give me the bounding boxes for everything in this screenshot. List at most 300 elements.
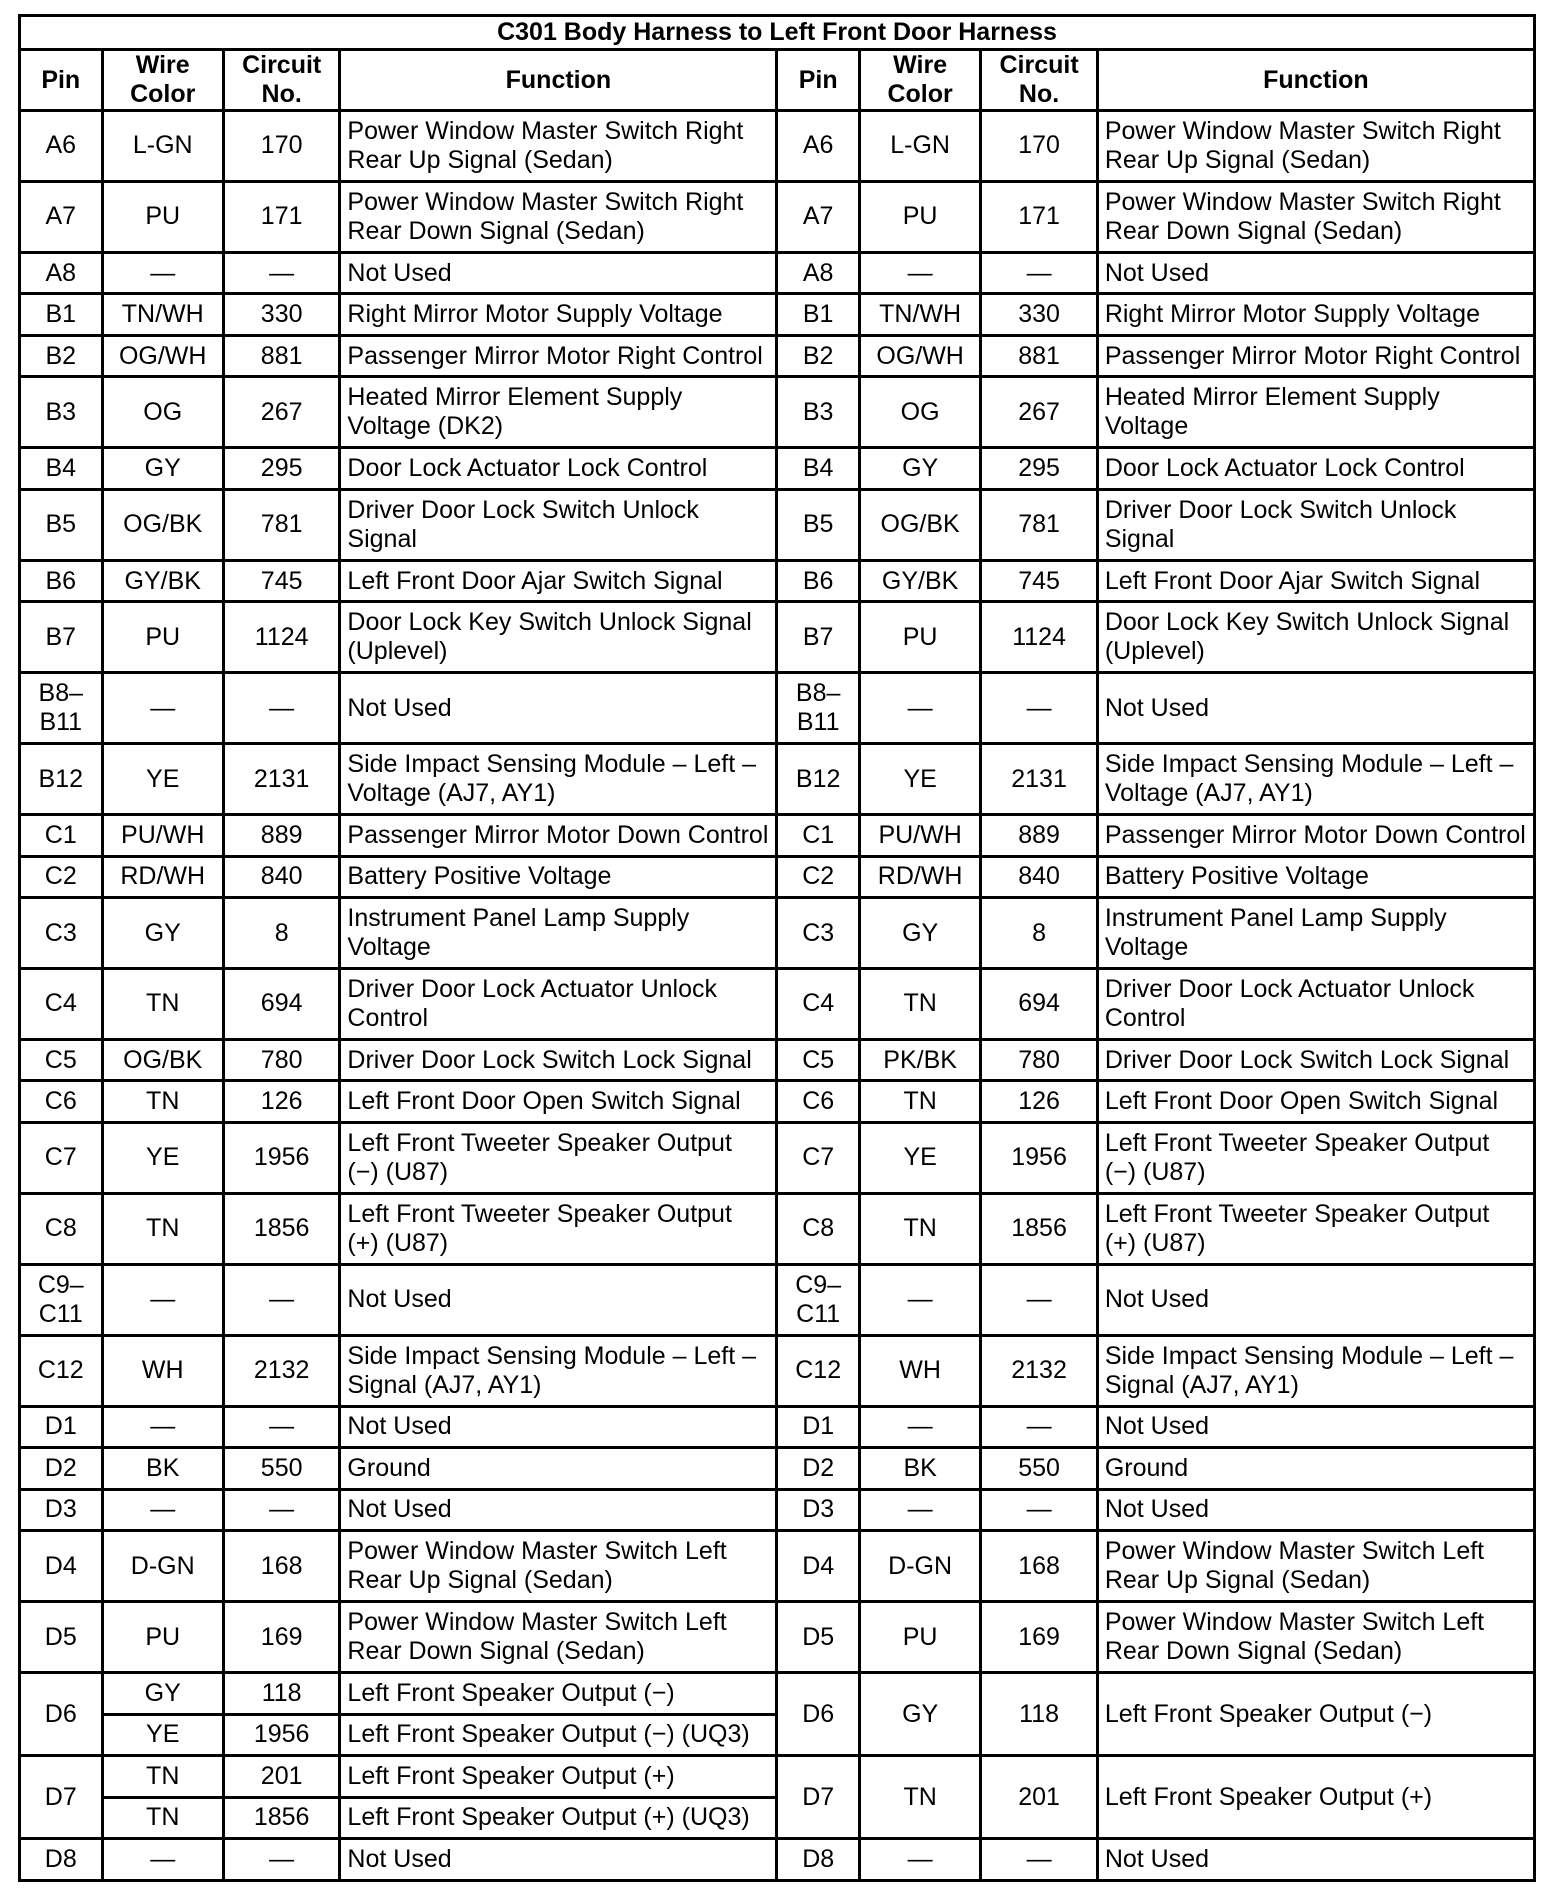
circuit-cell-text: 2132 [1011,1356,1067,1385]
function-cell [340,1081,777,1123]
circuit-cell-text: — [1026,1495,1052,1524]
function-cell-text: Side Impact Sensing Module – Left – [347,1341,757,1370]
circuit-cell [223,489,340,560]
circuit-cell [981,1122,1098,1193]
wire-color-cell [102,1448,223,1490]
circuit-cell-text: 168 [260,1551,303,1580]
wire-color-cell-text: — [907,1495,933,1524]
table-row [20,602,1535,673]
circuit-cell [981,856,1098,898]
function-cell [1097,968,1534,1039]
circuit-cell-text: — [1026,1845,1052,1874]
function-cell-text: Left Front Speaker Output (+) [1104,1782,1433,1811]
pin-cell [777,1672,860,1755]
wire-color-cell [102,252,223,294]
wire-color-cell-text: PU/WH [878,820,962,849]
circuit-cell [981,1602,1098,1673]
circuit-cell [981,1839,1098,1881]
circuit-cell-text: 1124 [254,622,309,651]
function-cell [1097,111,1534,182]
function-cell [340,335,777,377]
pin-cell-text: C9– [37,1270,84,1299]
table-row [20,673,1535,744]
circuit-cell [223,1531,340,1602]
wire-color-cell [102,1531,223,1602]
function-cell-text: Ground [1104,1453,1189,1482]
wire-color-cell-text: OG/BK [123,1045,203,1074]
wire-color-cell [102,489,223,560]
table-row [20,1081,1535,1123]
function-cell [340,1448,777,1490]
function-cell-text: Left Front Speaker Output (−) (UQ3) [347,1720,750,1749]
function-cell-text: Side Impact Sensing Module – Left – [347,750,757,779]
pin-cell [777,448,860,490]
wire-color-cell [102,898,223,969]
wire-color-cell [102,294,223,336]
wire-color-cell [859,1406,980,1448]
function-cell-text: Left Front Door Ajar Switch Signal [347,566,723,595]
pin-cell [777,815,860,857]
pin-cell-text: B6 [802,566,834,595]
circuit-cell [981,968,1098,1039]
function-cell [1097,1039,1534,1081]
pin-cell-text: B7 [45,622,77,651]
circuit-cell [981,252,1098,294]
function-cell-text: Driver Door Lock Switch Lock Signal [347,1045,752,1074]
wire-color-cell-text: L-GN [132,131,193,160]
function-cell-text: Left Front Tweeter Speaker Output [1104,1199,1490,1228]
wire-color-cell [859,1264,980,1335]
wire-color-cell-text: GY [902,1699,939,1728]
pin-cell [20,1335,103,1406]
function-cell-text: Battery Positive Voltage [347,862,612,891]
circuit-cell [981,1489,1098,1531]
pin-cell-text: C9– [795,1270,842,1299]
wire-color-cell [102,1672,223,1714]
pin-cell-text: C3 [44,918,77,947]
circuit-cell [223,1335,340,1406]
function-cell [1097,744,1534,815]
circuit-cell-text: 267 [260,397,303,426]
circuit-cell-text: 745 [260,566,303,595]
function-cell [1097,1406,1534,1448]
circuit-cell [223,1714,340,1756]
function-cell-text: Left Front Speaker Output (+) [347,1761,675,1790]
circuit-cell-text: 2132 [253,1356,310,1385]
function-cell-text: Door Lock Actuator Lock Control [347,454,708,483]
circuit-cell-text: 780 [1018,1045,1060,1074]
circuit-cell [223,856,340,898]
pin-cell-text: B2 [45,341,77,370]
function-cell-text: Power Window Master Switch Left [1104,1608,1485,1637]
circuit-cell-text: 1956 [253,1143,310,1172]
wire-color-cell [102,1406,223,1448]
circuit-cell [223,1756,340,1798]
function-cell-text: Not Used [1104,1845,1210,1874]
pin-cell-text: C4 [44,989,77,1018]
function-cell [340,1714,777,1756]
function-cell [340,489,777,560]
pin-cell [20,1839,103,1881]
function-cell-text: Power Window Master Switch Right [1104,187,1501,216]
circuit-cell [223,1602,340,1673]
circuit-cell-text: 8 [274,918,289,947]
pin-cell-text: B5 [45,510,77,539]
wire-color-cell-text: RD/WH [120,862,206,891]
circuit-cell [981,1406,1098,1448]
function-cell [1097,1264,1534,1335]
wire-color-cell-text: PU [902,1622,938,1651]
circuit-cell [223,335,340,377]
wire-color-cell [102,1489,223,1531]
function-cell-text: Left Front Door Open Switch Signal [347,1087,741,1116]
circuit-cell [223,560,340,602]
function-cell [1097,1193,1534,1264]
wire-color-cell [102,1264,223,1335]
pin-cell [20,815,103,857]
pin-cell-text: B3 [45,397,77,426]
pin-cell [20,1264,103,1335]
wire-color-cell [859,602,980,673]
function-cell-text: Voltage (AJ7, AY1) [347,779,556,808]
circuit-cell [223,1797,340,1839]
function-cell [1097,252,1534,294]
function-cell-text: Signal [347,524,417,553]
wire-color-cell-text: WH [899,1356,941,1385]
pin-cell-text: D8 [802,1845,835,1874]
pin-cell-text: D5 [802,1622,835,1651]
wire-color-cell [102,560,223,602]
function-cell-text: Not Used [1104,1412,1210,1441]
function-cell-text: Ground [347,1453,431,1482]
circuit-cell-text: 694 [1018,989,1060,1018]
wire-color-cell-text: OG/WH [118,341,207,370]
circuit-cell-text: 118 [261,1678,302,1707]
pin-cell [20,898,103,969]
pin-cell [20,560,103,602]
function-cell [340,1039,777,1081]
circuit-cell [981,1264,1098,1335]
table-row [20,1602,1535,1673]
table-row [20,1039,1535,1081]
wire-color-cell [859,1081,980,1123]
wire-color-cell [859,815,980,857]
pin-cell [20,294,103,336]
pin-cell [20,673,103,744]
function-cell [1097,560,1534,602]
function-cell-text: Voltage (DK2) [347,412,504,441]
circuit-cell-text: — [269,1495,295,1524]
wire-color-cell-text: GY [902,454,939,483]
function-cell [340,294,777,336]
circuit-cell [223,815,340,857]
function-cell-text: Rear Up Signal (Sedan) [1104,1566,1371,1595]
pin-cell [20,1602,103,1673]
wire-color-cell [859,111,980,182]
pin-cell-text: C6 [802,1087,835,1116]
pin-cell [777,489,860,560]
wire-color-cell-text: — [150,1495,176,1524]
pin-cell-text: D7 [44,1782,77,1811]
function-cell-text: Voltage [1104,412,1189,441]
wire-color-cell-text: — [907,1285,933,1314]
function-cell [340,815,777,857]
pin-cell [777,252,860,294]
pin-cell-text: B8– [795,679,841,708]
table-row [20,377,1535,448]
circuit-cell-text: 881 [260,341,303,370]
function-cell-text: Driver Door Lock Actuator Unlock [347,974,718,1003]
wire-color-cell-text: GY/BK [881,566,959,595]
circuit-cell [981,294,1098,336]
pin-cell-text: D4 [802,1551,835,1580]
function-cell-text: Not Used [1104,258,1210,287]
wire-color-cell [102,1193,223,1264]
wire-color-cell-text: TN [903,989,937,1018]
circuit-cell [223,1489,340,1531]
circuit-cell-text: 1124 [1012,622,1066,651]
wire-color-cell-text: — [150,1285,176,1314]
wire-color-cell [859,1489,980,1531]
pin-cell-text: A8 [802,258,834,287]
circuit-cell [981,1531,1098,1602]
table-row [20,560,1535,602]
circuit-cell [223,602,340,673]
wire-color-cell-text: YE [903,764,937,793]
table-row [20,1531,1535,1602]
right-header-circuit-no-text: No. [1018,80,1060,108]
left-header-circuit-no-text: Circuit [242,51,322,79]
circuit-cell [981,377,1098,448]
function-cell-text: Door Lock Actuator Lock Control [1104,454,1465,483]
left-header-function [340,50,777,111]
wire-color-cell-text: WH [141,1356,184,1385]
right-header-wire-color-text: Wire [893,51,948,79]
function-cell [1097,1081,1534,1123]
circuit-cell-text: 295 [1018,454,1060,483]
function-cell-text: Voltage [1104,933,1189,962]
function-cell-text: Control [347,1003,429,1032]
table-row [20,815,1535,857]
pin-cell [777,602,860,673]
table-row [20,252,1535,294]
function-cell-text: Right Mirror Motor Supply Voltage [347,300,723,329]
wire-color-cell [102,1602,223,1673]
pin-cell [20,1039,103,1081]
function-cell [340,1756,777,1798]
wire-color-cell-text: — [907,1845,933,1874]
pin-cell [20,335,103,377]
function-cell-text: Voltage [347,933,431,962]
circuit-cell-text: 126 [260,1087,303,1116]
pin-cell [777,744,860,815]
pin-cell-text: B11 [796,708,840,737]
right-header-pin-text: Pin [798,65,838,94]
pin-cell-text: A6 [45,131,77,160]
pin-cell-text: D3 [44,1495,77,1524]
function-cell-text: Rear Down Signal (Sedan) [347,1637,645,1666]
function-cell-text: Control [1104,1003,1186,1032]
function-cell [1097,294,1534,336]
function-cell-text: Not Used [1104,1495,1210,1524]
pin-cell-text: A7 [802,202,834,231]
left-header-pin [20,50,103,111]
pin-cell [777,856,860,898]
circuit-cell-text: 781 [260,510,303,539]
wire-color-cell [859,1448,980,1490]
wire-color-cell [859,1756,980,1839]
table-row [20,1193,1535,1264]
function-cell-text: (+) (U87) [1104,1228,1206,1257]
pin-cell-text: D2 [802,1453,835,1482]
pin-cell [777,1531,860,1602]
circuit-cell [981,815,1098,857]
function-cell [340,560,777,602]
circuit-cell-text: — [269,693,295,722]
function-cell-text: Not Used [1104,693,1210,722]
function-cell-text: Rear Down Signal (Sedan) [1104,1637,1403,1666]
pin-cell [777,181,860,252]
function-cell [1097,856,1534,898]
pin-cell-text: D5 [44,1622,77,1651]
table-row [20,111,1535,182]
wire-color-cell-text: GY/BK [124,566,201,595]
circuit-cell [223,1264,340,1335]
pin-cell [20,1122,103,1193]
left-header-wire-color-text: Color [130,80,196,108]
left-header-wire-color [102,50,223,111]
circuit-cell-text: 2131 [253,764,310,793]
table-row [20,1335,1535,1406]
function-cell-text: Rear Up Signal (Sedan) [1104,145,1371,174]
function-cell-text: Not Used [347,1845,452,1874]
function-cell-text: Heated Mirror Element Supply [1104,383,1440,412]
pin-cell [777,1406,860,1448]
pin-cell-text: D4 [44,1551,77,1580]
circuit-cell-text: — [269,258,295,287]
circuit-cell-text: 694 [260,989,303,1018]
wire-color-cell [102,1797,223,1839]
wire-color-cell [102,1039,223,1081]
circuit-cell [981,1081,1098,1123]
pin-cell-text: C12 [795,1356,842,1385]
wire-color-cell-text: TN [903,1782,937,1811]
function-cell-text: Not Used [347,1285,452,1314]
pin-cell-text: B12 [38,764,83,793]
function-cell-text: Not Used [347,1495,452,1524]
circuit-cell [981,335,1098,377]
circuit-cell [223,673,340,744]
circuit-cell-text: 781 [1018,510,1060,539]
pin-cell [777,1193,860,1264]
wire-color-cell-text: GY [902,918,939,947]
function-cell [1097,815,1534,857]
circuit-cell [981,1039,1098,1081]
table-row [20,181,1535,252]
circuit-cell [223,294,340,336]
pin-cell-text: C2 [44,862,77,891]
table-row [20,1448,1535,1490]
circuit-cell-text: 8 [1032,918,1047,947]
table-row [20,1122,1535,1193]
wire-color-cell-text: YE [146,764,180,793]
pin-cell-text: D2 [44,1453,77,1482]
left-header-pin-text: Pin [41,65,81,94]
function-cell-text: Signal (AJ7, AY1) [1104,1370,1299,1399]
pin-cell [20,1531,103,1602]
wire-color-cell-text: — [907,1412,933,1441]
wire-color-cell [102,448,223,490]
pin-cell [20,744,103,815]
circuit-cell-text: 330 [260,300,303,329]
function-cell-text: Not Used [1104,1285,1210,1314]
circuit-cell [223,252,340,294]
circuit-cell-text: 295 [260,454,303,483]
pin-cell-text: C4 [802,989,835,1018]
pin-cell-text: C11 [38,1299,83,1328]
wire-color-cell [859,335,980,377]
function-cell [1097,1672,1534,1755]
wire-color-cell-text: — [907,258,933,287]
function-cell-text: Driver Door Lock Actuator Unlock [1104,974,1475,1003]
circuit-cell-text: — [1026,1412,1052,1441]
function-cell [340,1122,777,1193]
wire-color-cell-text: TN [146,1214,180,1243]
function-cell [1097,489,1534,560]
function-cell [340,252,777,294]
wire-color-cell [859,968,980,1039]
function-cell-text: Passenger Mirror Motor Down Control [1104,820,1526,849]
function-cell [1097,335,1534,377]
function-cell [1097,673,1534,744]
wire-color-cell-text: PK/BK [883,1045,957,1074]
pin-cell-text: C1 [44,820,77,849]
wire-color-cell-text: PU [902,202,938,231]
pin-cell-text: B7 [802,622,834,651]
pin-cell-text: C8 [802,1214,835,1243]
function-cell-text: Power Window Master Switch Left [347,1608,727,1637]
function-cell-text: (+) (U87) [347,1228,449,1257]
pin-cell [20,1672,103,1755]
function-cell [1097,1531,1534,1602]
function-cell-text: Left Front Tweeter Speaker Output [347,1199,732,1228]
function-cell-text: Power Window Master Switch Right [1104,116,1501,145]
wire-color-cell-text: — [150,1412,176,1441]
left-header-wire-color-text: Wire [135,51,190,79]
function-cell-text: Rear Up Signal (Sedan) [347,145,613,174]
wire-color-cell-text: PU [902,622,938,651]
wire-color-cell-text: — [907,693,933,722]
wire-color-cell [859,448,980,490]
function-cell-text: Left Front Door Ajar Switch Signal [1104,566,1480,595]
function-cell-text: Battery Positive Voltage [1104,862,1369,891]
wire-color-cell-text: OG [143,397,183,426]
wire-color-cell [102,602,223,673]
left-header-function-text: Function [505,65,612,94]
function-cell [1097,1756,1534,1839]
pin-cell-text: D8 [44,1845,77,1874]
circuit-cell [981,560,1098,602]
function-cell [340,744,777,815]
pin-cell-text: B12 [795,764,841,793]
wire-color-cell-text: D-GN [888,1551,953,1580]
circuit-cell [981,1756,1098,1839]
table-row [20,1406,1535,1448]
connector-table [18,14,1536,1882]
pin-cell [777,111,860,182]
function-cell-text: Driver Door Lock Switch Lock Signal [1104,1045,1510,1074]
function-cell [340,1489,777,1531]
